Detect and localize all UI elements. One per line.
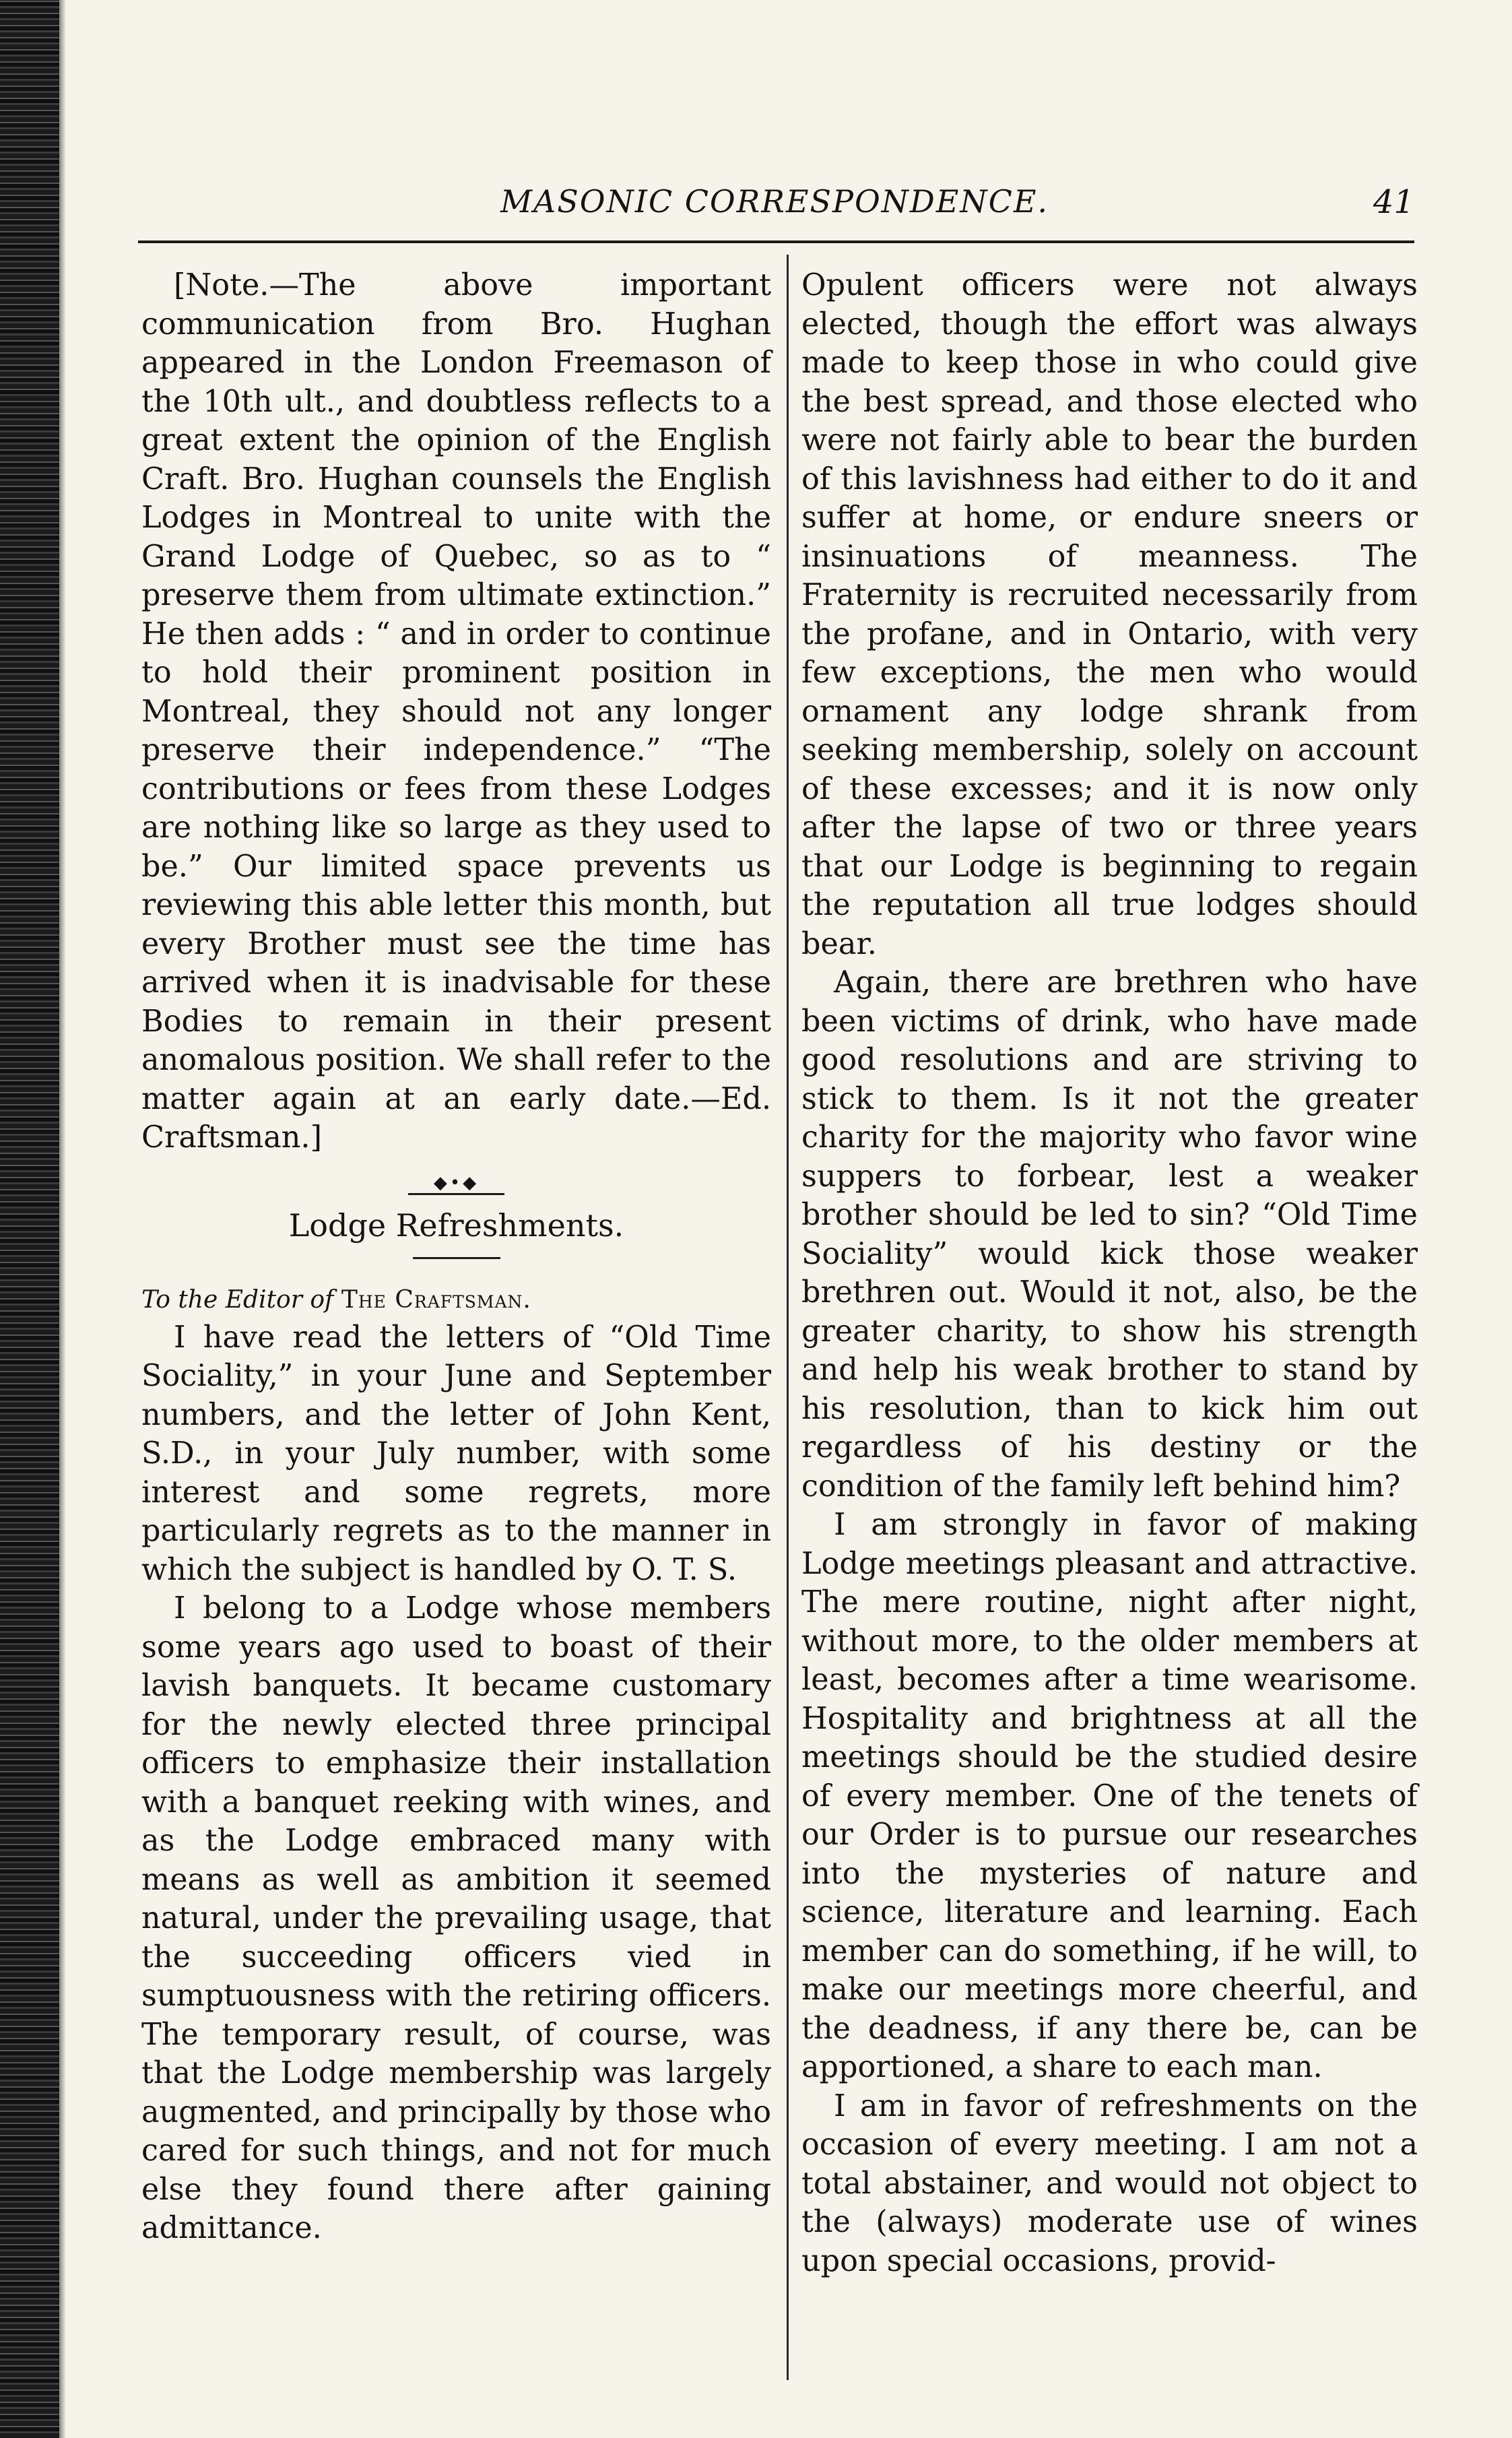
to-editor-name: The Craftsman. [341,1285,531,1314]
letter-paragraph-4: Again, there are brethren who have been victims of drink, who have made good resolutions and are striving to stick to them. Is it not the greater charity for the majority who favor wine suppers to forbear, lest a weaker brother should be led to sin? “Old Time Sociality” would kick those weaker brethren out. Would it not, also, be the greater charity, to show his strength and help his weak brother to stand by his resolution, than to kick him out regardless of his destiny or the condition of the family left behind him? [801,965,1418,1504]
header-rule [138,240,1414,243]
ornament-glyph: ◆•◆ [408,1173,504,1195]
section-ornament [141,1169,771,1196]
letter-paragraph-2: I belong to a Lodge whose members some years ago used to boast of their lavish banquets. It became customary for the newly elected three principal officers to emphasize their installation with a banquet reeking with wines, and as the Lodge embraced many with means as well as ambition it seemed natural, under the prevailing usage, that the succeeding officers vied in sumptuousness with the retiring officers. The temporary result, of course, was that the Lodge membership was largely augmented, and principally by those who cared for such things, and not for much else they found there after gaining admittance. [141,1591,771,2245]
left-column [141,266,771,2248]
page-header [135,183,1414,230]
section-title: Lodge Refreshments. [288,1207,624,1244]
column-divider [787,255,789,2380]
page-number: 41 [1373,183,1414,221]
to-editor-line [141,1282,771,1318]
right-column [801,266,1418,2280]
letter-paragraph-3: Opulent officers were not always elected, though the effort was always made to keep those in who could give the best spread, and those elected who were not fairly able to bear the burden of this lavishness had either to do it and suffer at home, or endure sneers or insinuations of meanness. The Fraternity is recruited necessarily from the profane, and in Ontario, with very few exceptions, the men who would ornament any lodge shrank from seeking membership, solely on account of these excesses; and it is now only after the lapse of two or three years that our Lodge is beginning to regain the reputation all true lodges should bear. [801,268,1418,961]
title-rule [413,1257,500,1259]
letter-paragraph-6: I am in favor of refreshments on the occasion of every meeting. I am not a total abstainer, and would not object to the (always) moderate use of wines upon special occasions, provid- [801,2088,1418,2278]
running-head: MASONIC CORRESPONDENCE. [500,183,1049,220]
page-spine-edge [0,0,59,2438]
letter-paragraph-1: I have read the letters of “Old Time Sociality,” in your June and September numbers, and the letter of John Kent, S.D., in your July number, with some interest and some regrets, more particularly regrets as to the manner in which the subject is handled by O. T. S. [141,1320,771,1587]
editor-note-paragraph: [Note.—The above important communication from Bro. Hughan appeared in the London Freemason of the 10th ult., and doubtless reflects to a great extent the opinion of the English Craft. Bro. Hughan counsels the English Lodges in Montreal to unite with the Grand Lodge of Quebec, so as to “ preserve them from ultimate extinction.” He then adds : “ and in order to continue to hold their prominent position in Montreal, they should not any longer preserve their independence.” “The contributions or fees from these Lodges are nothing like so large as they used to be.” Our limited space prevents us reviewing this able letter this month, but every Brother must see the time has arrived when it is inadvisable for these Bodies to remain in their present anomalous position. We shall refer to the matter again at an early date.—Ed. Craftsman.] [141,268,771,1155]
to-editor-prefix: To the Editor of [141,1285,334,1314]
letter-paragraph-5: I am strongly in favor of making Lodge meetings pleasant and attractive. The mere routine, night after night, without more, to the older members at least, becomes after a time wearisome. Hospitality and brightness at all the meetings should be the studied desire of every member. One of the tenets of our Order is to pursue our researches into the mysteries of nature and science, literature and learning. Each member can do something, if he will, to make our meetings more cheerful, and the deadness, if any there be, can be apportioned, a share to each man. [801,1508,1418,2084]
